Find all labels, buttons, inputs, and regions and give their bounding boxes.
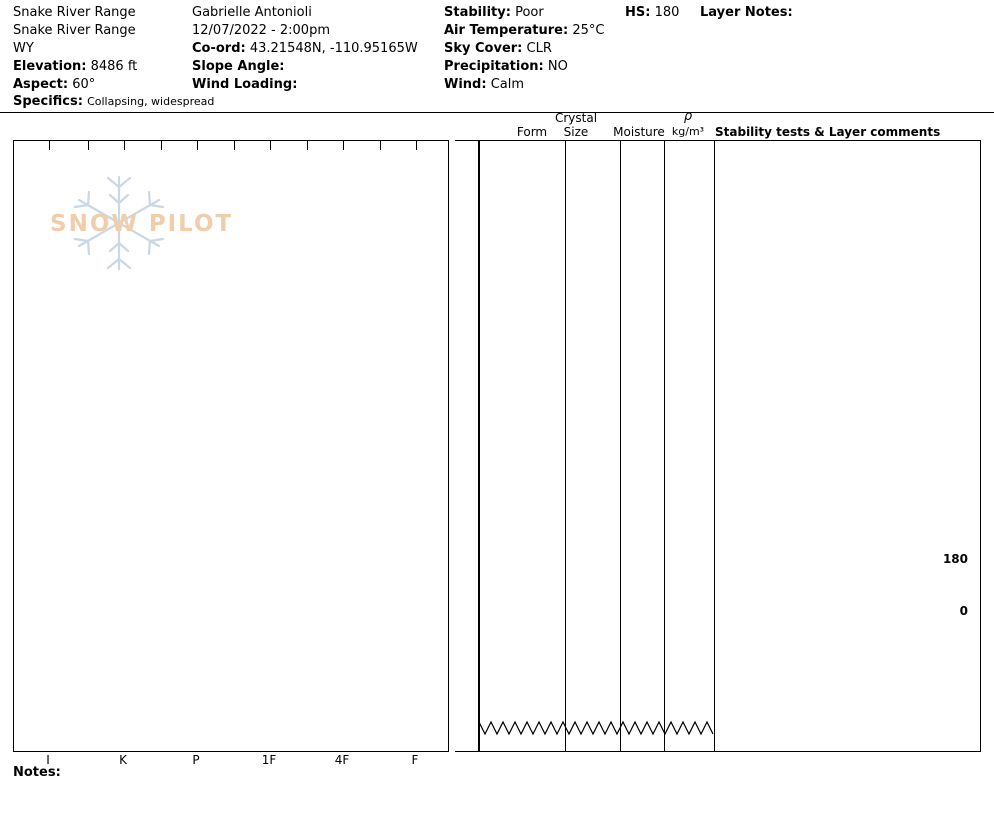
hardness-axis-labels (13, 753, 449, 773)
notes-label: Notes: (13, 765, 61, 780)
depth-label-bottom: 0 (959, 604, 968, 618)
specifics-row (13, 94, 214, 109)
header-row-stability (444, 4, 604, 22)
precipitation-label: Precipitation: (444, 59, 544, 74)
column-title-stability-tests: Stability tests & Layer comments (715, 125, 941, 139)
header-row-layer-notes (700, 4, 793, 22)
column-title-moisture: Moisture (613, 125, 665, 139)
header-row-slope-angle (192, 58, 418, 76)
hardness-label-k: K (119, 753, 127, 767)
header-location-column (13, 4, 137, 94)
header-row-datetime (192, 22, 418, 40)
elevation-value: 8486 ft (90, 59, 138, 74)
grid-divider-form-right (565, 140, 566, 752)
air-temperature-value: 25°C (572, 23, 605, 38)
wind-value: Calm (490, 77, 525, 92)
observer-name: Gabrielle Antonioli (192, 5, 312, 20)
hardness-profile-plot (13, 140, 449, 752)
hardness-tick-1f4f (307, 141, 308, 150)
depth-label-top: 180 (942, 552, 968, 566)
wind-label: Wind: (444, 77, 487, 92)
header-row-aspect (13, 76, 137, 94)
header-row-air-temperature (444, 22, 604, 40)
grid-border (455, 140, 981, 752)
notes-row (13, 765, 61, 780)
specifics-label: Specifics: (13, 94, 83, 109)
wind-loading-label: Wind Loading: (192, 77, 298, 92)
header-row-wind (444, 76, 604, 94)
layer-table-grid (455, 140, 981, 752)
header-observer-column (192, 4, 418, 94)
grid-divider-form-left (479, 140, 480, 752)
location-name-secondary: Snake River Range (13, 23, 136, 38)
sky-cover-label: Sky Cover: (444, 41, 523, 56)
datetime-value: 12/07/2022 - 2:00pm (192, 23, 330, 38)
header-row-observer (192, 4, 418, 22)
profile-header (0, 0, 994, 112)
grid-column-titles (0, 108, 994, 140)
snowpilot-watermark (44, 171, 234, 281)
header-row-hs (625, 4, 679, 22)
ground-zigzag (479, 718, 714, 738)
header-row-location-2 (13, 22, 137, 40)
watermark-text: SNOW PILOT (50, 211, 234, 237)
hardness-tick-4ff (380, 141, 381, 150)
coord-value: 43.21548N, -110.95165W (249, 41, 418, 56)
column-title-form: Form (516, 125, 548, 139)
hardness-label-1f: 1F (261, 753, 277, 767)
elevation-label: Elevation: (13, 59, 87, 74)
location-name-primary: Snake River Range (13, 5, 136, 20)
sky-cover-value: CLR (526, 41, 552, 56)
grid-divider-size-right (620, 140, 621, 752)
header-row-sky-cover (444, 40, 604, 58)
header-row-coord (192, 40, 418, 58)
layer-notes-label: Layer Notes: (700, 5, 793, 20)
header-layer-notes-column (700, 4, 793, 22)
hardness-tick-f (416, 141, 417, 150)
hardness-tick-k (124, 141, 125, 150)
grid-divider-density-right (714, 140, 715, 752)
stability-value: Poor (515, 5, 544, 20)
column-title-density-unit: kg/m³ (671, 125, 705, 138)
header-row-precipitation (444, 58, 604, 76)
hardness-label-4f: 4F (334, 753, 350, 767)
coord-label: Co-ord: (192, 41, 246, 56)
header-weather-column (444, 4, 604, 94)
state-value: WY (13, 41, 34, 56)
hardness-tick-p1f (234, 141, 235, 150)
hardness-label-p: P (192, 753, 200, 767)
hardness-tick-kp (161, 141, 162, 150)
hardness-tick-p (197, 141, 198, 150)
hardness-tick-1f (270, 141, 271, 150)
stability-label: Stability: (444, 5, 511, 20)
aspect-value: 60° (72, 77, 96, 92)
header-row-wind-loading (192, 76, 418, 94)
specifics-value: Collapsing, widespread (87, 95, 215, 108)
precipitation-value: NO (547, 59, 568, 74)
header-row-elevation (13, 58, 137, 76)
column-title-size: Size (563, 125, 589, 139)
column-title-density: ρ (683, 109, 693, 124)
slope-angle-label: Slope Angle: (192, 59, 285, 74)
column-title-crystal: Crystal (554, 111, 598, 125)
hardness-label-i: I (46, 753, 50, 767)
aspect-label: Aspect: (13, 77, 69, 92)
header-hs-column (625, 4, 679, 22)
hardness-tick-i (49, 141, 50, 150)
hardness-tick-4f (343, 141, 344, 150)
header-row-location-1 (13, 4, 137, 22)
grid-divider-moisture-right (664, 140, 665, 752)
hs-label: HS: (625, 5, 651, 20)
hs-value: 180 (654, 5, 680, 20)
hardness-label-f: F (411, 753, 419, 767)
hardness-tick-ik (88, 141, 89, 150)
header-row-state (13, 40, 137, 58)
air-temperature-label: Air Temperature: (444, 23, 569, 38)
